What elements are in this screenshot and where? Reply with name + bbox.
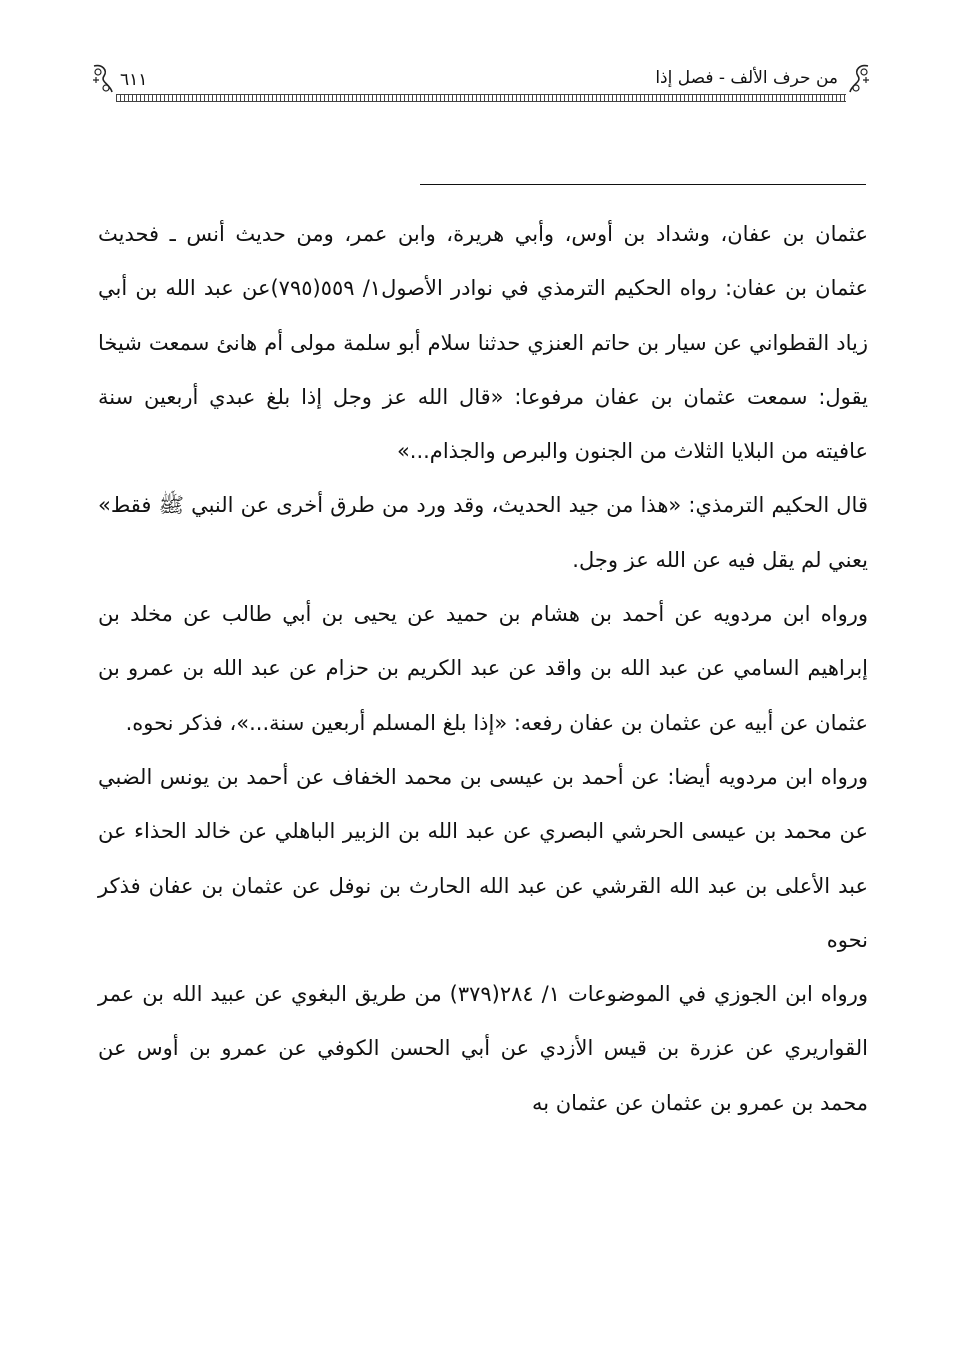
paragraph: ورواه ابن مردويه عن أحمد بن هشام بن حميد عن يحيى بن أبي طالب عن مخلد بن إبراهيم السامي عن عبد الله بن واقد عن عبد الكريم بن حزام عن عبد الله بن عمرو بن عثمان عن أبيه عن عثمان بن عفان رفعه: «إذا بلغ المسلم أربعين سنة...»، فذكر نحوه. [98,602,868,735]
footnote-separator [420,184,866,185]
ornament-left-icon [90,62,116,98]
ornament-right-icon [846,62,872,98]
paragraph: ورواه ابن مردويه أيضا: عن أحمد بن عيسى بن محمد الخفاف عن أحمد بن يونس الضبي عن محمد بن عيسى الحرشي البصري عن عبد الله بن الزبير الباهلي عن خالد الحذاء عن عبد الأعلى بن عبد الله القرشي عن عبد الله الحارث بن نوفل عن عثمان بن عفان فذكر نحوه [98,764,868,952]
page-number: ٦١١ [120,70,148,90]
running-title: من حرف الألف - فصل إذا [655,68,838,88]
header-rule [116,94,846,102]
paragraph: قال الحكيم الترمذي: «هذا من جيد الحديث، وقد ورد من طرق أخرى عن النبي ﷺ فقط» يعني لم يقل فيه عن الله عز وجل. [98,493,868,572]
paragraph: ورواه ابن الجوزي في الموضوعات ١/ ٢٨٤(٣٧٩) من طريق البغوي عن عبيد الله بن عمر القواريري عن عزرة بن قيس الأزدي عن أبي الحسن الكوفي عن عمرو بن أوس عن محمد بن عمرو بن عثمان عن عثمان به [98,982,868,1115]
running-header [90,58,872,106]
footnote-body [98,207,868,1130]
paragraph: عثمان بن عفان، وشداد بن أوس، وأبي هريرة، وابن عمر، ومن حديث أنس ـ فحديث عثمان بن عفان: رواه الحكيم الترمذي في نوادر الأصول١/ ٥٥٩(٧٩٥)عن عبد الله بن أبي زياد القطواني عن سيار بن حاتم العنزي حدثنا سلام أبو سلمة مولى أم هانئ سمعت شيخا يقول: سمعت عثمان بن عفان مرفوعا: «قال الله عز وجل إذا بلغ عبدي أربعين سنة عافيته من البلايا الثلاث من الجنون والبرص والجذام...» [98,222,868,464]
